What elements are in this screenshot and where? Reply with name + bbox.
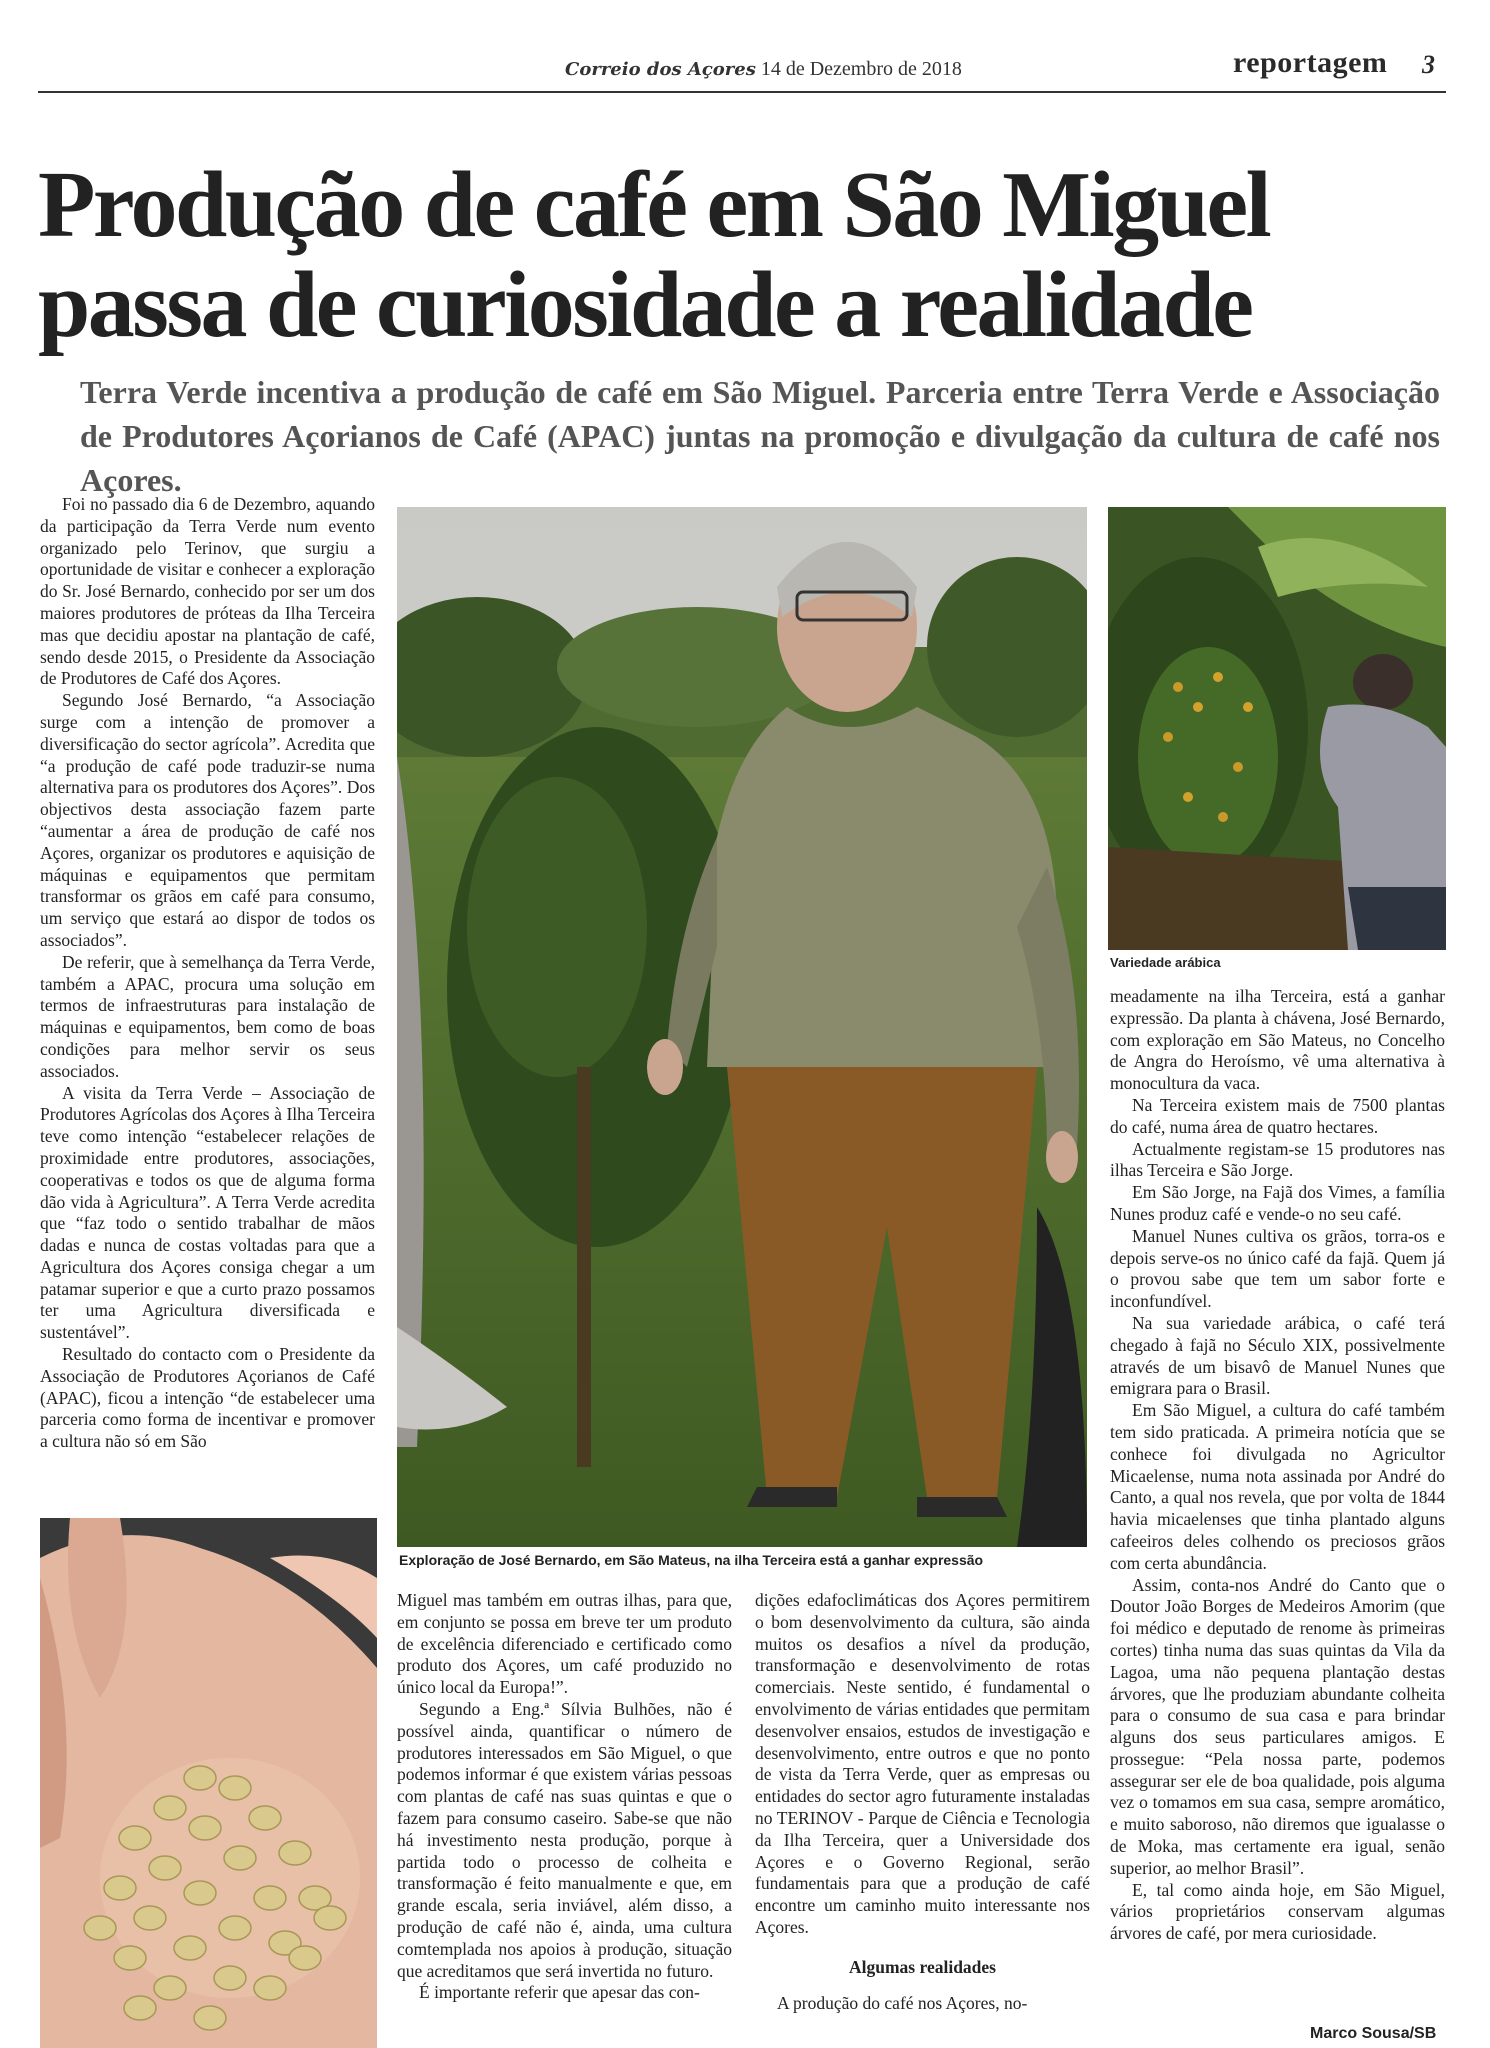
article-column-2: [397, 1590, 732, 2004]
subheadline: Terra Verde incentiva a produção de café em São Miguel. Parceria entre Terra Verde e Associação de Produtores Açorianos de Café (APAC) juntas na promoção e divulgação da cultura de café nos Açores.: [80, 374, 1440, 498]
arabica-photo: [1108, 507, 1446, 950]
main-photo-caption: Exploração de José Bernardo, em São Mateus, na ilha Terceira está a ganhar expressão: [399, 1552, 984, 1568]
article-column-4: [1110, 986, 1445, 1945]
paragraph: Manuel Nunes cultiva os grãos, torra-os e depois serve-os no único café da fajã. Quem já o provou sabe que tem um sabor forte e inconfundível.: [1110, 1225, 1445, 1312]
header-rule: [38, 91, 1446, 93]
paragraph: meadamente na ilha Terceira, está a ganhar expressão. Da planta à chávena, José Bernardo, com exploração em São Mateus, no Concelho de Angra do Heroísmo, vê uma alternativa à monocultura da vaca.: [1110, 986, 1445, 1094]
masthead: [565, 58, 962, 81]
paragraph: Actualmente registam-se 15 produtores nas ilhas Terceira e São Jorge.: [1110, 1138, 1445, 1181]
paragraph: E, tal como ainda hoje, em São Miguel, vários proprietários conservam algumas árvores de café, por mera curiosidade.: [1110, 1879, 1445, 1944]
article-column-1: [40, 494, 375, 1453]
headline-line-1: Produção de café em São Miguel: [38, 153, 1270, 257]
section-name: reportagem: [1233, 46, 1388, 79]
newspaper-name: Correio dos Açores: [565, 59, 756, 80]
paragraph: Segundo José Bernardo, “a Associação surge com a intenção de promover a diversificação do sector agrícola”. Acredita que “a produção de café pode traduzir-se numa alternativa para os produtores dos Açores”. Dos objectivos desta associação fazem parte “aumentar a área de produção de café nos Açores, organizar os produtores e aquisição de máquinas e equipamentos que permitam transformar os grãos em café para consumo, um serviço que estará ao dispor de todos os associados”.: [40, 690, 375, 950]
coffee-beans-photo: [40, 1518, 377, 2048]
paragraph: Na sua variedade arábica, o café terá chegado à fajã no Século XIX, possivelmente através de um bisavô de Manuel Nunes que emigrara para o Brasil.: [1110, 1312, 1445, 1399]
arabica-photo-caption: Variedade arábica: [1110, 955, 1221, 970]
paragraph: Foi no passado dia 6 de Dezembro, aquando da participação da Terra Verde num evento organizado pelo Terinov, que surgiu a oportunidade de visitar e conhecer a exploração do Sr. José Bernardo, conhecido por ser um dos maiores produtores de próteas da Ilha Terceira mas que decidiu apostar na plantação de café, sendo desde 2015, o Presidente da Associação de Produtores de Café dos Açores.: [40, 494, 375, 689]
issue-date: 14 de Dezembro de 2018: [760, 58, 962, 80]
paragraph: De referir, que à semelhança da Terra Verde, também a APAC, procura uma solução em termos de infraestruturas para instalação de máquinas e equipamentos, bem como de boas condições para melhor servir os seus associados.: [40, 951, 375, 1081]
paragraph: É importante referir que apesar das con-: [419, 1982, 700, 2003]
paragraph: Segundo a Eng.ª Sílvia Bulhões, não é possível ainda, quantificar o número de produtores interessados em São Miguel, o que podemos informar é que existem várias pessoas com plantas de café nas suas quintas e que o fazem para consumo caseiro. Sabe-se que não há investimento nesta produção, porque à partida todo o processo de colheita e transformação é feito manualmente e que, em grande escala, seria inviável, além disso, a produção de café não é, ainda, uma cultura comtemplada nos apoios à produção, situação que acreditamos que será invertida no futuro.: [397, 1698, 732, 1981]
main-photo: [397, 507, 1087, 1547]
paragraph: Resultado do contacto com o Presidente da Associação de Produtores Açorianos de Café (APAC), ficou a intenção “de estabelecer uma parceria como forma de incentivar e promover a cultura não só em São: [40, 1344, 375, 1452]
section-heading: Algumas realidades: [849, 1956, 996, 1977]
paragraph: dições edafoclimáticas dos Açores permitirem o bom desenvolvimento da cultura, são ainda muitos os desafios a nível da produção, transformação e desenvolvimento de rotas comerciais. Neste sentido, é fundamental o envolvimento de várias entidades que permitam desenvolver ensaios, estudos de investigação e desenvolvimento, entre outros e que no ponto de vista da Terra Verde, quer as empresas ou entidades do sector agro futuramente instaladas no TERINOV - Parque de Ciência e Tecnologia da Ilha Terceira, quer a Universidade dos Açores e o Governo Regional, serão fundamentais para que a produção de café encontre um caminho muito interessante nos Açores.: [755, 1590, 1090, 1937]
paragraph: Em São Miguel, a cultura do café também tem sido praticada. A primeira notícia que se conhece foi divulgada no Agricultor Micaelense, numa nota assinada por André do Canto, a qual nos revela, que por volta de 1844 havia micaelenses que tinha plantado alguns cafeeiros deles colhendo os preciosos grãos com certa abundância.: [1110, 1400, 1445, 1573]
paragraph: Na Terceira existem mais de 7500 plantas do café, numa área de quatro hectares.: [1110, 1094, 1445, 1137]
headline-line-2: passa de curiosidade a realidade: [38, 253, 1252, 357]
article-column-3: [755, 1590, 1090, 2014]
paragraph: Assim, conta-nos André do Canto que o Doutor João Borges de Medeiros Amorim (que foi médico e deputado de renome às primeiras cortes) tinha numa das suas quintas da Vila da Lagoa, uma não pequena plantação destas árvores, que lhe produziam abundante colheita para o consumo de sua casa e para brindar alguns dos seus particulares amigos. E prossegue: “Pela nossa parte, podemos assegurar ser ele de boa qualidade, pois alguma vez o tomamos em sua casa, sempre aromático, e muito saboroso, não diremos que igualasse o de Moka, mas certamente era igual, senão superior, ao melhor Brasil”.: [1110, 1574, 1445, 1878]
paragraph: Em São Jorge, na Fajã dos Vimes, a família Nunes produz café e vende-o no seu café.: [1110, 1182, 1445, 1224]
headline: [38, 155, 1438, 355]
paragraph: Miguel mas também em outras ilhas, para que, em conjunto se possa em breve ter um produto de excelência diferenciado e certificado como produto dos Açores, um café produzido no único local da Europa!”.: [397, 1590, 732, 1698]
page-number: 3: [1422, 50, 1435, 79]
byline: Marco Sousa/SB: [1310, 2025, 1437, 2042]
paragraph: A visita da Terra Verde – Associação de Produtores Agrícolas dos Açores à Ilha Terceira teve como intenção “estabelecer relações de proximidade entre produtores, associações, cooperativas e todos os que de alguma forma dão vida à Agricultura”. A Terra Verde acredita que “faz todo o sentido trabalhar de mãos dadas e nunca de costas voltadas para que a Agricultura dos Açores consiga chegar a um patamar superior e que a curto prazo possamos ter uma Agricultura diversificada e sustentável”.: [40, 1082, 375, 1343]
paragraph: A produção do café nos Açores, no-: [777, 1992, 1028, 2013]
